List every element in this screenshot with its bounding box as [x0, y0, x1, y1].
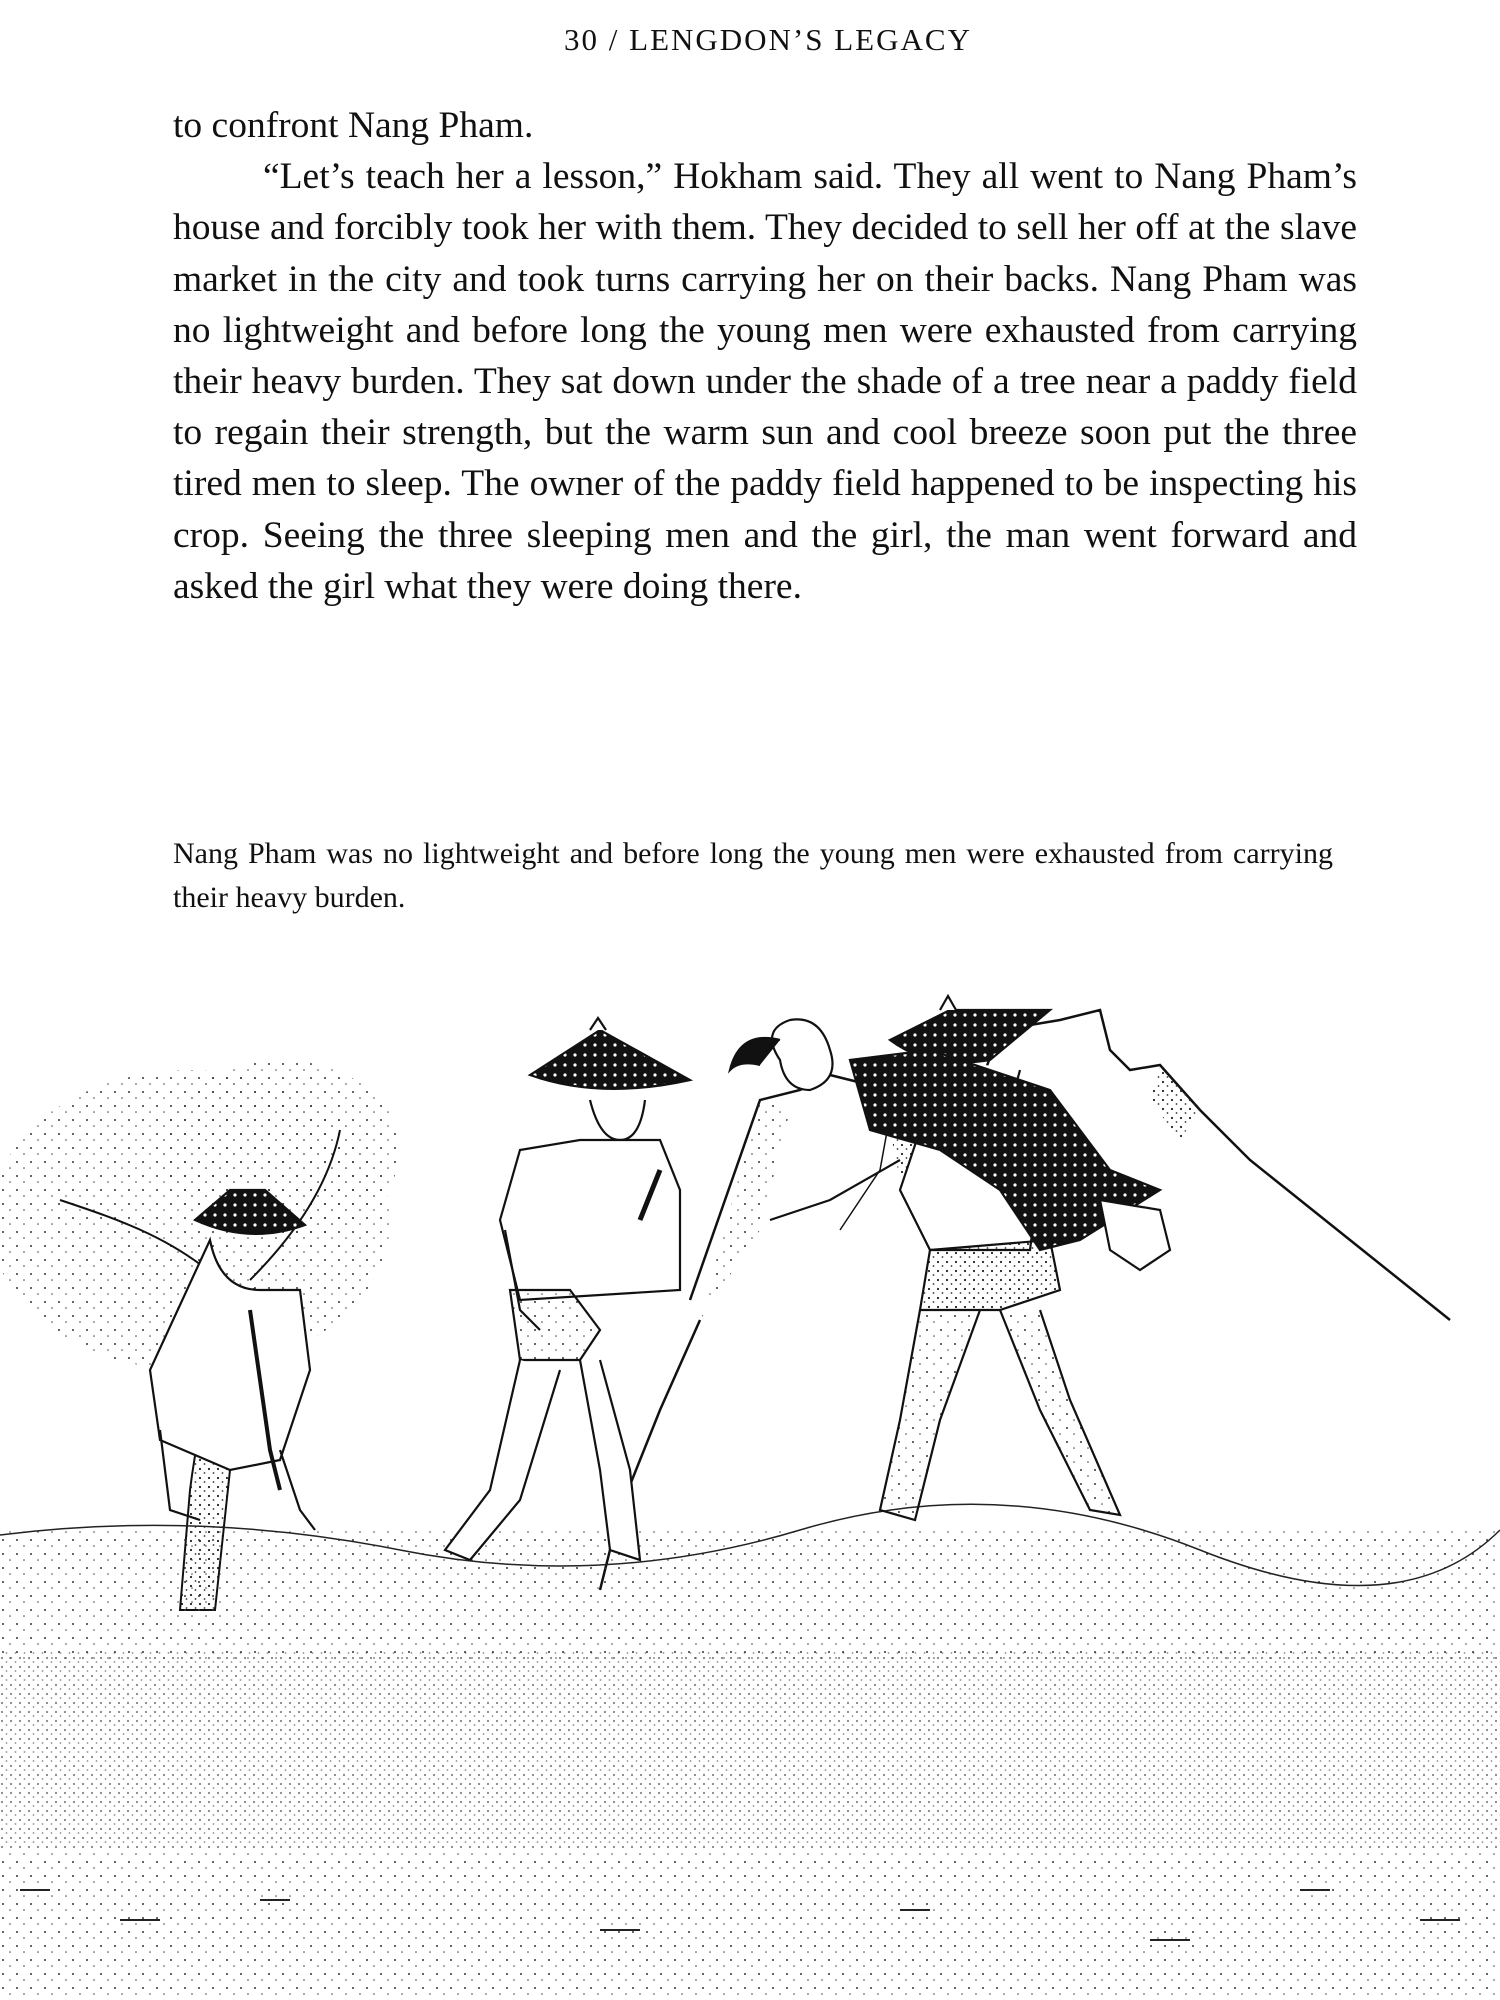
running-head: 30 / LENGDON’S LEGACY — [564, 22, 972, 57]
body-text — [173, 100, 1357, 612]
middle-walking-man — [445, 1018, 690, 1560]
paragraph-2: “Let’s teach her a lesson,” Hokham said. They all went to Nang Pham’s house and forcibly took her with them. They decided to sell her off at the slave market in the city and took turns carrying her on their backs. Nang Pham was no lightweight and before long the young men were exhausted from carrying their heavy burden. They sat down under the shade of a tree near a paddy field to regain their strength, but the warm sun and cool breeze soon put the three tired men to sleep. The owner of the paddy field happened to be inspecting his crop. Seeing the three sleeping men and the girl, the man went forward and asked the girl what they were doing there. — [173, 156, 1357, 607]
paragraph-1: to confront Nang Pham. — [173, 105, 534, 146]
illustration — [0, 990, 1500, 2000]
illustration-caption: Nang Pham was no lightweight and before long the young men were exhausted from carrying their heavy burden. — [173, 837, 1333, 914]
